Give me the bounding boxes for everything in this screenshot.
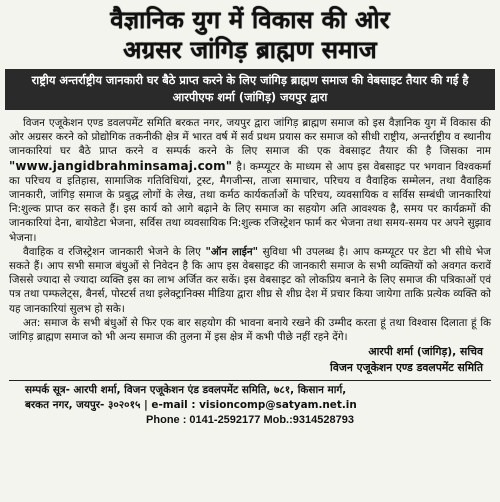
contact-block <box>5 381 495 428</box>
signature-name: आरपी शर्मा (जांगिड़), सचिव <box>368 345 483 359</box>
paragraph-2-text-b: सुविधा भी उपलब्ध है। आप कम्प्यूटर पर डेटा भी सीधे भेज सकते हैं। आप सभी समाज बंधुओं से निवेदन है कि आप इस वेबसाइट की जानकारी समाज के सभी व्यक्तियों को अवगत करावें जिससे ज्यादा से ज्यादा व्यक्ति इस का लाभ अर्जित कर सकें। इस वेबसाइट को लोकप्रिय बनाने के लिए समाज की पत्रिकाओं एवं पत्र तथा पम्फलेट्स, बैनर्स, पोस्टर्स तथा इलेक्ट्रानिक्स मीडिया द्वारा शीघ्र से शीघ्र देश में प्रचार किया जायेगा ताकि प्रत्येक व्यक्ति को यह जानकारियां सुलभ हो सके। <box>9 245 492 315</box>
headline-line-2: अग्रसर जांगिड़ ब्राह्मण समाज <box>123 35 377 64</box>
contact-line-2: बरकत नगर, जयपुर- ३०२०१५ | e-mail : visioncomp@satyam.net.in <box>25 399 357 412</box>
paragraph-2-text-a: वैवाहिक व रजिस्ट्रेशन जानकारी भेजने के लिए <box>23 245 201 258</box>
paragraph-3: अत: समाज के सभी बंधुओं से फिर एक बार सहयोग की भावना बनाये रखने की उम्मीद करता हूं तथा विश्वास दिलाता हूं कि जांगिड़ ब्राह्मण समाज को भी अन्य समाज की तुलना में इस क्षेत्र में कभी पीछे नहीं रहने देंगे। <box>9 316 491 344</box>
online-highlight: "ऑन लाईन" <box>205 245 259 258</box>
headline <box>5 4 495 65</box>
signature-organization: विजन एजूकेशन एण्ड डवलपमेंट समिति <box>330 361 483 375</box>
paragraph-1-text-b: है। कम्प्यूटर के माध्यम से आप इस वेबसाइट पर भगवान विश्वकर्मा का परिचय व इतिहास, सामाजिक गतिविधियां, ट्रस्ट, मैगजीन्स, ताजा समाचार, परिचय व वैवाहिक सम्मेलन, तथा वैवाहिक जानकारी, जांगिड़ समाज के प्रबुद्ध लोगों के लेख, तथा कर्मठ कार्यकर्ताओं के परिचय, व्यवसायिक व सर्विस सम्बंधी जानकारियां नि:शुल्क प्राप्त कर सकते हैं। इस कार्य को आगे बढ़ाने के लिए समाज का सहयोग अति आवश्यक है, समय पर कार्यक्रमों की जानकारियां देना, बायोडेटा भेजना, सर्विस तथा व्यवसायिक नि:शुल्क रजिस्ट्रेशन फार्म कर भेजना तथा समय-समय पर अपने सुझाव भेजना। <box>9 160 491 244</box>
contact-phone: Phone : 0141-2592177 Mob.:9314528793 <box>146 414 354 427</box>
subheadline-banner: राष्ट्रीय अन्तर्राष्ट्रीय जानकारी घर बैठे प्राप्त करने के लिए जांगिड़ ब्राह्मण समाज की वेबसाइट तैयार की गई है आरपीएफ शर्मा (जांगिड़) जयपुर द्वारा <box>5 69 495 110</box>
paragraph-2 <box>9 245 491 316</box>
paragraph-1 <box>9 116 491 245</box>
contact-line-1: सम्पर्क सूत्र- आरपी शर्मा, विजन एजूकेशन एंड डवलपमेंट समिति, ७८१, किसान मार्ग, <box>25 384 347 397</box>
headline-line-1: वैज्ञानिक युग में विकास की ओर <box>110 5 390 34</box>
website-name: "www.jangidbrahminsamaj.com" <box>9 158 233 173</box>
paragraph-1-text-a: विजन एजूकेशन एण्ड डवलपमेंट समिति बरकत नगर, जयपुर द्वारा जांगिड़ ब्राह्मण समाज को इस वैज्ञानिक युग में विकास की ओर अग्रसर करने को प्रोद्योगिक तकनीकी क्षेत्र में भारत वर्ष में सर्व प्रथम प्रयास कर समाज को सीधी राष्ट्रीय, अन्तर्राष्ट्रीय व स्थानीय जानकारियां घर बैठे प्राप्त करने व सम्पर्क करने के लिए समाज की एक वेबसाइट तैयार की है जिसका नाम <box>9 117 491 158</box>
article-body <box>5 116 495 344</box>
